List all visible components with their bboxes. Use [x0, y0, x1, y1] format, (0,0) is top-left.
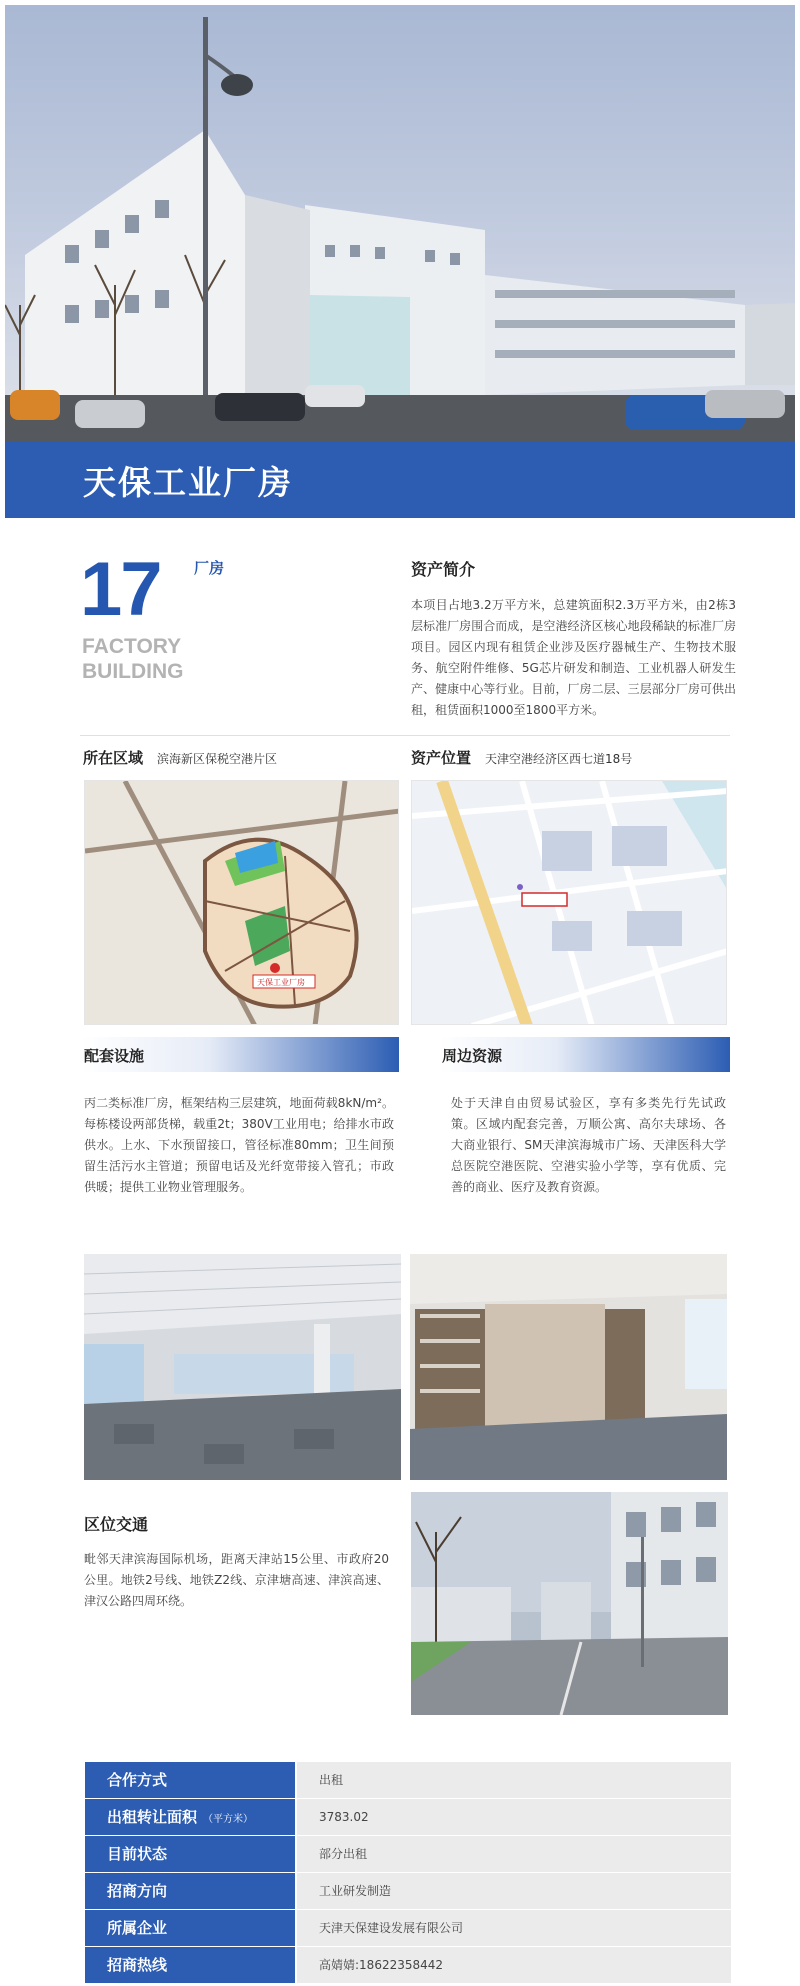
table-value: 高婧婧:18622358442 [297, 1947, 731, 1983]
interior-photo-room [410, 1254, 727, 1480]
english-label-line1: FACTORY [82, 635, 182, 658]
page-title: 天保工业厂房 [83, 463, 293, 502]
english-label [82, 634, 184, 684]
table-row [85, 1762, 731, 1798]
facilities-text: 丙二类标准厂房，框架结构三层建筑，地面荷载8kN/m²。每栋楼设两部货梯，载重2t；380V工业用电；给排水市政供水。上水、下水预留接口，管径标准80mm；卫生间预留生活污水主管道；预留电话及光纤宽带接入管孔；市政供暖；提供工业物业管理服务。 [84, 1096, 394, 1194]
surroundings-header [440, 1037, 730, 1072]
street-photo [411, 1492, 728, 1715]
table-row [85, 1836, 731, 1872]
title-banner [5, 441, 795, 518]
table-key: 合作方式 [85, 1762, 295, 1798]
table-row [85, 1799, 731, 1835]
map-marker-label: 天保工业厂房 [257, 978, 305, 987]
intro-text: 本项目占地3.2万平方米，总建筑面积2.3万平方米，由2栋3层标准厂房围合而成，是空港经济区核心地段稀缺的标准厂房项目。园区内现有租赁企业涉及医疗器械生产、生物技术服务、航空附件维修、5G芯片研发和制造、工业机器人研发生产、健康中心等行业。目前，厂房二层、三层部分厂房可供出租，租赁面积1000至1800平方米。 [411, 598, 736, 717]
intro-title: 资产简介 [411, 560, 476, 579]
english-label-line2: BUILDING [82, 660, 184, 683]
table-row [85, 1910, 731, 1946]
position-label: 资产位置 [411, 749, 472, 767]
table-key: 出租转让面积 （平方米） [85, 1799, 295, 1835]
building-count-unit: 厂房 [194, 559, 225, 577]
hero-photo [5, 5, 795, 441]
area-row [83, 747, 277, 768]
table-value: 工业研发制造 [297, 1873, 731, 1909]
table-value: 部分出租 [297, 1836, 731, 1872]
area-label: 所在区域 [83, 749, 144, 767]
info-table [85, 1762, 731, 1984]
surroundings-title: 周边资源 [442, 1047, 503, 1065]
street-map [411, 780, 727, 1025]
table-key: 招商热线 [85, 1947, 295, 1983]
table-row [85, 1947, 731, 1983]
table-row [85, 1873, 731, 1909]
facilities-title: 配套设施 [84, 1047, 145, 1065]
table-key: 目前状态 [85, 1836, 295, 1872]
position-value: 天津空港经济区西七道18号 [485, 752, 633, 766]
transport-title: 区位交通 [84, 1515, 149, 1534]
facilities-header [82, 1037, 399, 1072]
transport-text: 毗邻天津滨海国际机场，距离天津站15公里、市政府20公里。地铁2号线、地铁Z2线、京津塘高速、津滨高速、津汉公路四周环绕。 [84, 1552, 389, 1608]
table-value: 天津天保建设发展有限公司 [297, 1910, 731, 1946]
table-key: 招商方向 [85, 1873, 295, 1909]
divider [80, 735, 730, 736]
area-value: 滨海新区保税空港片区 [157, 752, 278, 766]
building-count: 17 [80, 547, 161, 632]
table-key: 所属企业 [85, 1910, 295, 1946]
position-row [411, 747, 632, 768]
surroundings-text: 处于天津自由贸易试验区，享有多类先行先试政策。区域内配套完善，万顺公寓、高尔夫球场、各大商业银行、SM天津滨海城市广场、天津医科大学总医院空港医院、空港实验小学等，享有优质、完善的商业、医疗及教育资源。 [451, 1096, 726, 1194]
table-value: 3783.02 [297, 1799, 731, 1835]
table-value: 出租 [297, 1762, 731, 1798]
district-map [84, 780, 399, 1025]
interior-photo-office [84, 1254, 401, 1480]
